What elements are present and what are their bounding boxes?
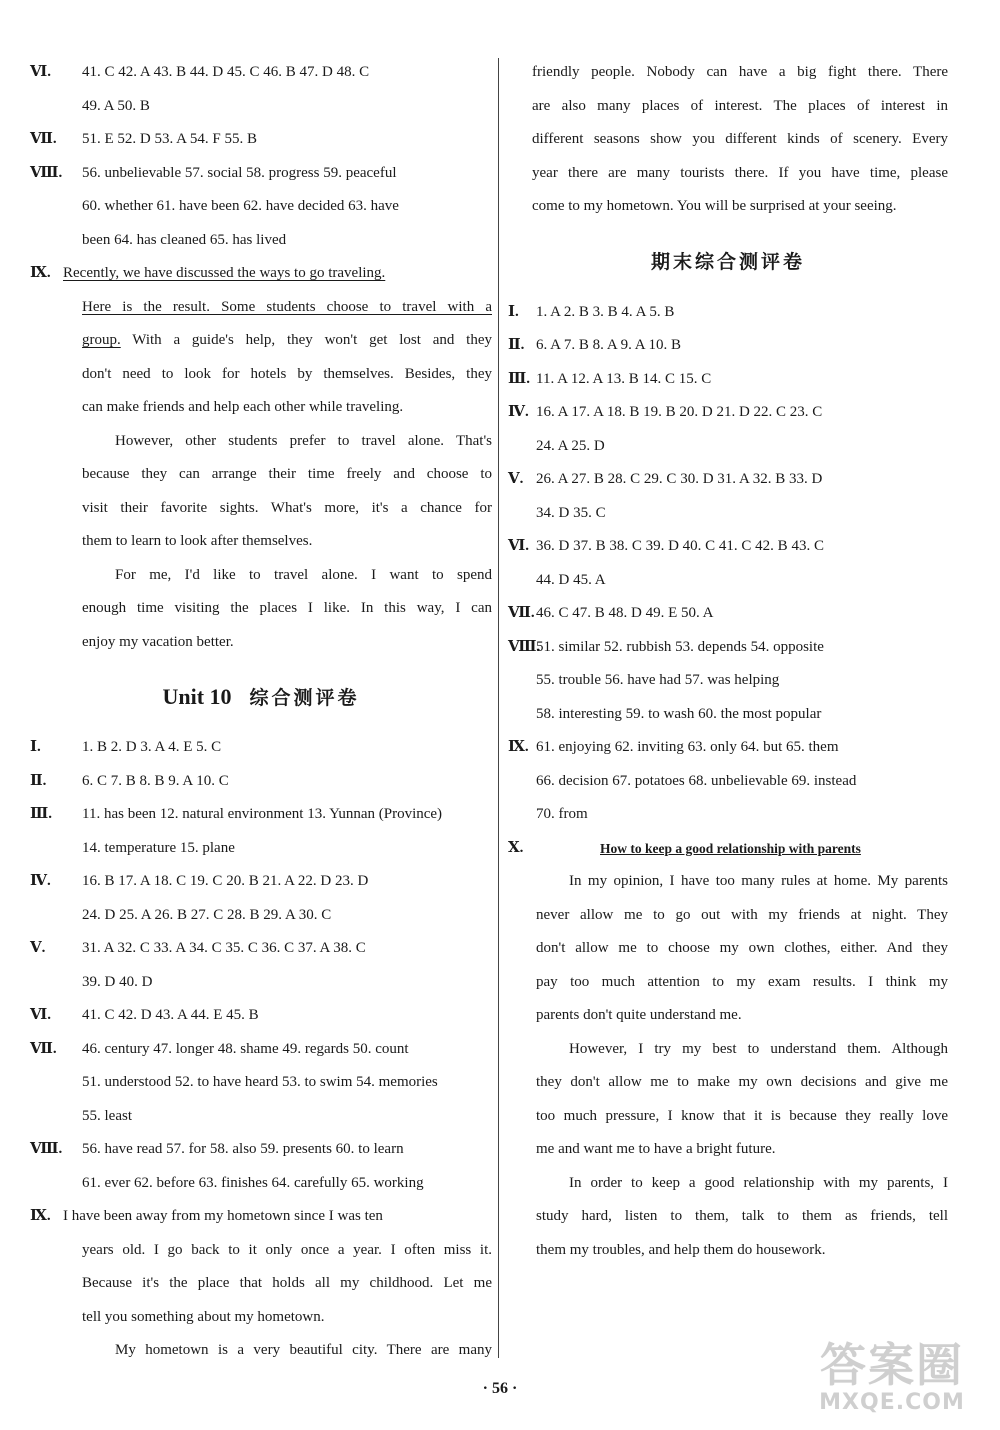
essay-line: My hometown is a very beautiful city. There are many: [115, 1342, 492, 1358]
essay-line: parents don't quite understand me.: [536, 1007, 742, 1023]
answer-line: Ⅱ. 6. A 7. B 8. A 9. A 10. B: [508, 337, 682, 353]
essay-line: come to my hometown. You will be surprised at your seeing.: [532, 198, 897, 214]
watermark-text: 答案圈: [820, 1338, 964, 1392]
answer-line: Ⅶ.46. C 47. B 48. D 49. E 50. A: [508, 605, 714, 621]
page-number: · 56 ·: [482, 1380, 518, 1397]
answer-line: Ⅳ. 16. A 17. A 18. B 19. B 20. D 21. D 22. C 23. C: [508, 404, 823, 420]
essay-line: Ⅸ. I have been away from my hometown since I was ten: [30, 1208, 383, 1224]
answer-line: 39. D 40. D: [82, 973, 153, 990]
essay-line: because they can arrange their time freely and choose to: [82, 466, 492, 482]
composition-title-line: Ⅹ. How to keep a good relationship with parents: [508, 832, 948, 866]
answer-line: 66. decision 67. potatoes 68. unbelievable 69. instead: [536, 772, 857, 789]
answer-line: 49. A 50. B: [82, 97, 150, 114]
essay-line: pay too much attention to my exam results. I think my: [536, 973, 948, 990]
answer-line: Ⅵ. 41. C 42. A 43. B 44. D 45. C 46. B 47. D 48. C: [30, 64, 370, 80]
essay-line: year there are many tourists there. If you have time, please: [532, 164, 948, 181]
answer-line: 24. A 25. D: [536, 437, 605, 454]
answer-line: 51. understood 52. to have heard 53. to swim 54. memories: [82, 1074, 438, 1090]
essay-line: don't need to look for hotels by themselves. Besides, they: [82, 365, 492, 382]
essay-line: Here is the result. Some students choose to travel with a: [82, 298, 492, 315]
answer-line: Ⅷ.51. similar 52. rubbish 53. depends 54. opposite: [508, 638, 824, 655]
answer-line: Ⅰ. 1. B 2. D 3. A 4. E 5. C: [30, 739, 222, 755]
answer-line: 55. least: [82, 1107, 132, 1124]
essay-line: group. With a guide's help, they won't get lost and they: [82, 332, 492, 348]
right-column: [508, 56, 948, 1267]
essay-line: friendly people. Nobody can have a big fight there. There: [532, 64, 948, 80]
answer-line: Ⅸ. 61. enjoying 62. inviting 63. only 64. but 65. them: [508, 739, 839, 755]
essay-line: they don't allow me to make my own decisions and give me: [536, 1074, 948, 1090]
essay-line: Ⅸ. Recently, we have discussed the ways to go traveling.: [30, 265, 386, 281]
answer-line: 55. trouble 56. have had 57. was helping: [536, 672, 780, 688]
essay-line: enjoy my vacation better.: [82, 633, 234, 650]
essay-line: For me, I'd like to travel alone. I want to spend: [115, 566, 492, 583]
essay-line: visit their favorite sights. What's more, it's a chance for: [82, 499, 492, 516]
answer-line: Ⅵ. 36. D 37. B 38. C 39. D 40. C 41. C 42. B 43. C: [508, 538, 824, 554]
essay-line: Because it's the place that holds all my childhood. Let me: [82, 1275, 492, 1291]
section-heading: Unit 10 综合测评卷: [162, 684, 360, 709]
essay-line: enough time visiting the places I like. In this way, I can: [82, 600, 492, 616]
answer-line: 58. interesting 59. to wash 60. the most popular: [536, 705, 822, 722]
answer-line: Ⅱ. 6. C 7. B 8. B 9. A 10. C: [30, 772, 229, 789]
essay-line: can make friends and help each other while traveling.: [82, 399, 404, 415]
essay-line: In order to keep a good relationship with my parents, I: [569, 1174, 948, 1191]
answer-line: Ⅵ. 41. C 42. D 43. A 44. E 45. B: [30, 1007, 259, 1023]
essay-line: never allow me to go out with my friends at night. They: [536, 906, 948, 923]
watermark-url: MXQE.COM: [819, 1390, 965, 1415]
answer-line: 70. from: [536, 806, 588, 822]
essay-line: them my troubles, and help them do housework.: [536, 1241, 826, 1258]
answer-line: Ⅲ. 11. has been 12. natural environment 13. Yunnan (Province): [30, 806, 443, 822]
column-divider: [498, 58, 499, 1358]
essay-line: me and want me to have a bright future.: [536, 1141, 776, 1157]
answer-line: 44. D 45. A: [536, 571, 606, 588]
answer-line: Ⅷ. 56. have read 57. for 58. also 59. presents 60. to learn: [30, 1141, 404, 1157]
answer-line: 34. D 35. C: [536, 504, 606, 521]
answer-line: Ⅲ. 11. A 12. A 13. B 14. C 15. C: [508, 370, 712, 387]
answer-line: Ⅰ. 1. A 2. B 3. B 4. A 5. B: [508, 303, 675, 320]
essay-line: are also many places of interest. The places of interest in: [532, 97, 948, 114]
essay-line: study hard, listen to them, talk to them as friends, tell: [536, 1208, 948, 1224]
essay-line: different seasons show you different kinds of scenery. Every: [532, 131, 948, 147]
section-heading: 期末综合测评卷: [650, 250, 805, 273]
essay-line: too much pressure, I know that it is because they really love: [536, 1107, 948, 1124]
answer-line: Ⅶ. 46. century 47. longer 48. shame 49. regards 50. count: [30, 1040, 409, 1057]
answer-line: 60. whether 61. have been 62. have decided 63. have: [82, 198, 399, 214]
answer-line: 24. D 25. A 26. B 27. C 28. B 29. A 30. C: [82, 906, 332, 923]
answer-line: 14. temperature 15. plane: [82, 839, 235, 856]
essay-line: don't allow me to choose my own clothes, either. And they: [536, 940, 948, 956]
essay-line: them to learn to look after themselves.: [82, 533, 313, 549]
watermark-logo: [802, 1340, 982, 1422]
essay-line: However, other students prefer to travel alone. That's: [115, 432, 492, 449]
essay-line: tell you something about my hometown.: [82, 1308, 325, 1325]
answer-line: Ⅴ. 26. A 27. B 28. C 29. C 30. D 31. A 32. B 33. D: [508, 471, 823, 487]
answer-line: Ⅷ. 56. unbelievable 57. social 58. progress 59. peaceful: [30, 164, 397, 181]
composition-title: How to keep a good relationship with parents: [600, 840, 861, 856]
essay-line: In my opinion, I have too many rules at home. My parents: [569, 873, 948, 889]
answer-line: been 64. has cleaned 65. has lived: [82, 231, 287, 248]
essay-line: However, I try my best to understand them. Although: [569, 1040, 948, 1057]
answer-line: 61. ever 62. before 63. finishes 64. carefully 65. working: [82, 1174, 424, 1191]
answer-line: Ⅶ. 51. E 52. D 53. A 54. F 55. B: [30, 131, 258, 147]
essay-line: years old. I go back to it only once a year. I often miss it.: [82, 1241, 492, 1258]
answer-line: Ⅴ. 31. A 32. C 33. A 34. C 35. C 36. C 37. A 38. C: [30, 940, 366, 956]
left-column: [30, 56, 492, 1368]
answer-line: Ⅳ. 16. B 17. A 18. C 19. C 20. B 21. A 22. D 23. D: [30, 873, 369, 889]
